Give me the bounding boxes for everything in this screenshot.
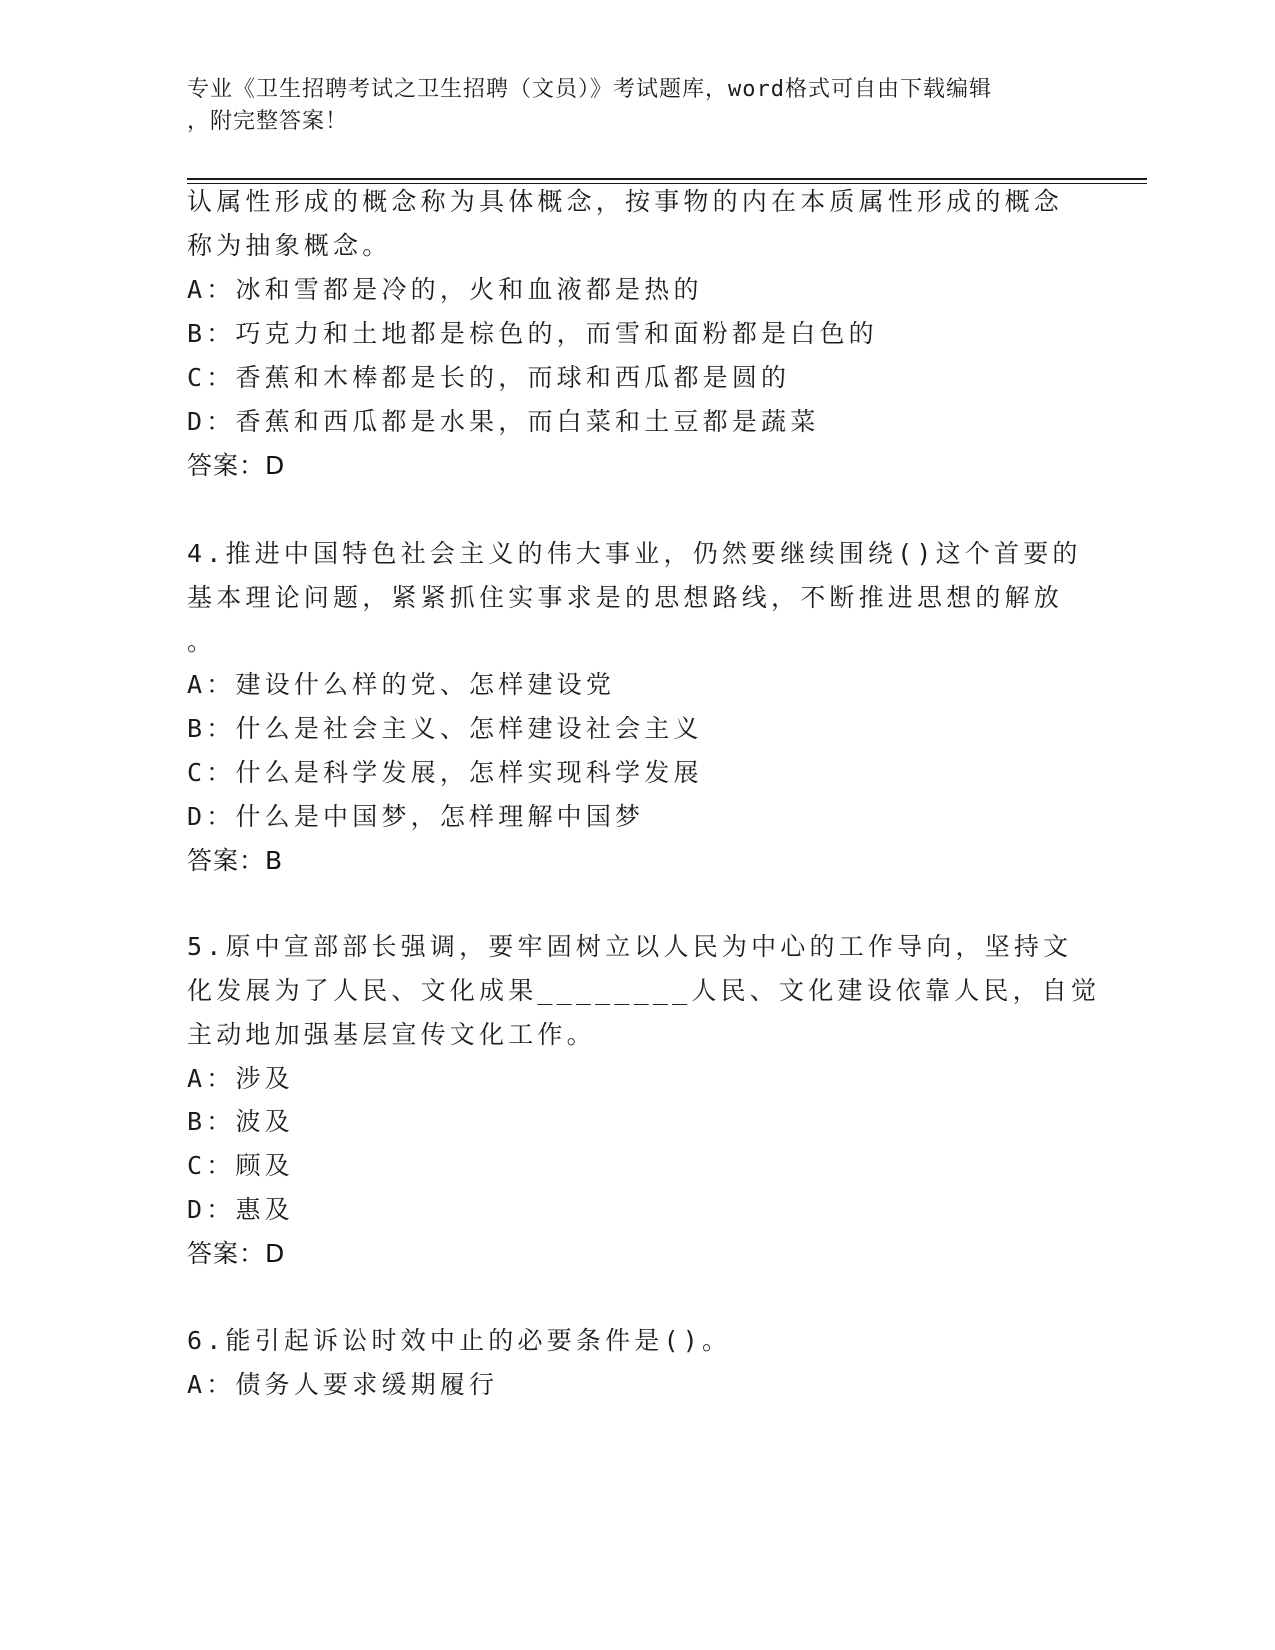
question-text-line: 4.推进中国特色社会主义的伟大事业，仍然要继续围绕()这个首要的 <box>187 539 1082 568</box>
option-b: B：波及 <box>187 1107 294 1136</box>
question-text-line: 。 <box>187 627 217 656</box>
question-text-line: 基本理论问题，紧紧抓住实事求是的思想路线，不断推进思想的解放 <box>187 583 1064 612</box>
option-d: D：惠及 <box>187 1195 294 1224</box>
option-a: A：债务人要求缓期履行 <box>187 1370 499 1399</box>
option-c: C：什么是科学发展，怎样实现科学发展 <box>187 758 703 787</box>
question-text-line: 6.能引起诉讼时效中止的必要条件是()。 <box>187 1326 732 1355</box>
header-title-line2: ，附完整答案！ <box>187 109 349 134</box>
question-text-line: 化发展为了人民、文化成果________人民、文化建设依靠人民，自觉 <box>187 976 1101 1005</box>
option-d: D：什么是中国梦，怎样理解中国梦 <box>187 802 645 831</box>
option-d: D：香蕉和西瓜都是水果，而白菜和土豆都是蔬菜 <box>187 407 820 436</box>
header-title-line1: 专业《卫生招聘考试之卫生招聘（文员）》考试题库，word格式可自由下载编辑 <box>187 77 992 102</box>
question-text-line: 主动地加强基层宣传文化工作。 <box>187 1020 596 1049</box>
question-text-line: 5.原中宣部部长强调，要牢固树立以人民为中心的工作导向，坚持文 <box>187 932 1073 961</box>
header-divider-thick <box>187 178 1147 180</box>
answer-label: 答案：B <box>187 846 284 875</box>
option-c: C：顾及 <box>187 1151 294 1180</box>
option-b: B：巧克力和土地都是棕色的，而雪和面粉都是白色的 <box>187 319 878 348</box>
question-text-line: 称为抽象概念。 <box>187 231 392 260</box>
option-a: A：冰和雪都是冷的，火和血液都是热的 <box>187 275 703 304</box>
page-header <box>187 74 1067 138</box>
header-divider-thin <box>187 183 1147 184</box>
question-text-line: 认属性形成的概念称为具体概念，按事物的内在本质属性形成的概念 <box>187 187 1064 216</box>
option-b: B：什么是社会主义、怎样建设社会主义 <box>187 714 703 743</box>
option-a: A：涉及 <box>187 1064 294 1093</box>
option-c: C：香蕉和木棒都是长的，而球和西瓜都是圆的 <box>187 363 791 392</box>
option-a: A：建设什么样的党、怎样建设党 <box>187 670 616 699</box>
answer-label: 答案：D <box>187 451 286 480</box>
answer-label: 答案：D <box>187 1239 286 1268</box>
